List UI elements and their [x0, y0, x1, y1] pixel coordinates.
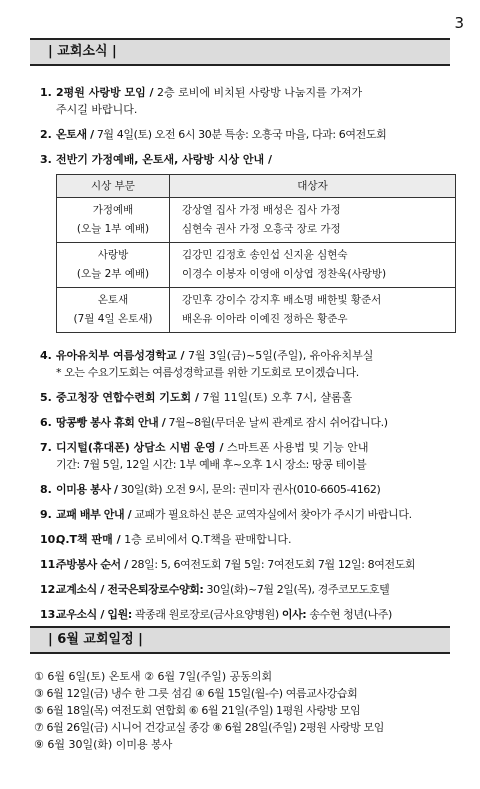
- table-row: [57, 288, 456, 333]
- item-heading: 땅콩빵 봉사 휴회 안내 /: [56, 416, 166, 429]
- schedule-line: ① 6월 6일(토) 온토새 ② 6월 7일(주일) 공동의회: [34, 670, 273, 683]
- item-number: 11.: [40, 558, 60, 571]
- recipients-line: 배온유 이아라 이예진 정하은 황준우: [182, 313, 348, 325]
- category-name: 가정예배: [92, 204, 134, 216]
- news-list: [40, 84, 470, 631]
- news-item: [40, 581, 470, 598]
- item-text: 30일(화) 오전 9시, 문의: 권미자 권사(010-6605-4162): [117, 483, 381, 496]
- item-heading: 전반기 가정예배, 온토새, 사랑방 시상 안내 /: [56, 153, 272, 166]
- schedule-line: ⑦ 6월 26일(금) 시니어 건강교실 종강 ⑧ 6월 28일(주일) 2평원 사랑방 모임: [34, 721, 384, 734]
- category-note: (오늘 2부 예배): [76, 268, 150, 280]
- item-number: 9.: [40, 508, 52, 521]
- award-table: [56, 174, 456, 333]
- item-heading: Q.T책 판매 /: [56, 533, 121, 546]
- news-item: [40, 347, 470, 381]
- news-item: [40, 606, 470, 623]
- item-number: 5.: [40, 391, 52, 404]
- item-text-line2: 주시길 바랍니다.: [56, 103, 138, 116]
- item-number: 4.: [40, 349, 52, 362]
- news-item: [40, 506, 470, 523]
- section-title: | 6월 교회일정 |: [48, 632, 143, 647]
- item-text: 2층 로비에 비치된 사랑방 나눔지를 가져가: [153, 86, 363, 99]
- news-item: [40, 126, 470, 143]
- item-heading: 교우소식 / 입원:: [56, 608, 132, 621]
- section-title: | 교회소식 |: [48, 44, 117, 59]
- item-heading: 중고청장 연합수련회 기도회 /: [56, 391, 200, 404]
- table-row: [57, 243, 456, 288]
- schedule-line: ⑤ 6월 18일(목) 여전도회 연합회 ⑥ 6월 21일(주일) 1평원 사랑방 모임: [34, 704, 361, 717]
- recipients-line: 강상열 집사 가정 배성은 집사 가정: [182, 204, 341, 216]
- item-heading: 교계소식 / 전국은퇴장로수양회:: [56, 583, 204, 596]
- item-text-line2: * 오는 수요기도회는 여름성경학교를 위한 기도회로 모이겠습니다.: [56, 366, 359, 379]
- item-heading: 이미용 봉사 /: [56, 483, 118, 496]
- item-heading: 유아유치부 여름성경학교 /: [56, 349, 185, 362]
- item-heading: 온토새 /: [56, 128, 94, 141]
- item-heading-2: 이사:: [281, 608, 307, 621]
- item-number: 2.: [40, 128, 52, 141]
- news-item: [40, 414, 470, 431]
- item-heading: 교패 배부 안내 /: [56, 508, 132, 521]
- schedule-line: ⑨ 6월 30일(화) 이미용 봉사: [34, 738, 173, 751]
- news-item: [40, 531, 470, 548]
- schedule-line: ③ 6월 12일(금) 냉수 한 그릇 섬김 ④ 6월 15일(월-수) 여름교사강습회: [34, 687, 358, 700]
- item-text: 7월 11일(토) 오후 7시, 샬롬홀: [199, 391, 353, 404]
- item-text-2: 송수현 청년(나주): [306, 608, 392, 621]
- section-header-schedule: [30, 626, 450, 654]
- table-header-category: 시상 부문: [57, 175, 170, 198]
- item-text: 28일: 5, 6여전도회 7월 5일: 7여전도회 7월 12일: 8여전도회: [127, 558, 416, 571]
- item-number: 13.: [40, 608, 60, 621]
- category-note: (오늘 1부 예배): [76, 223, 150, 235]
- item-text-line2: 기간: 7월 5일, 12일 시간: 1부 예배 후~오후 1시 장소: 땅콩 테이블: [56, 458, 367, 471]
- table-header-recipients: 대상자: [170, 175, 456, 198]
- item-number: 6.: [40, 416, 52, 429]
- news-item: [40, 389, 470, 406]
- recipients-line: 심현숙 권사 가정 오흥국 장로 가정: [182, 223, 341, 235]
- item-heading: 디지털(휴대폰) 상담소 시범 운영 /: [56, 441, 224, 454]
- item-number: 12.: [40, 583, 60, 596]
- item-text: 7월 3일(금)~5일(주일), 유아유치부실: [184, 349, 374, 362]
- item-heading: 2평원 사랑방 모임 /: [56, 86, 154, 99]
- recipients-line: 이경수 이봉자 이영애 이상엽 정찬욱(사랑방): [182, 268, 387, 280]
- item-text: 7월~8월(무더운 날씨 관계로 잠시 쉬어갑니다.): [165, 416, 388, 429]
- item-text: 교패가 필요하신 분은 교역자실에서 찾아가 주시기 바랍니다.: [131, 508, 412, 521]
- news-item: [40, 151, 470, 339]
- page-number: 3: [454, 14, 464, 32]
- news-item: [40, 481, 470, 498]
- item-text: 스마트폰 사용법 및 기능 안내: [223, 441, 369, 454]
- schedule-list: [34, 668, 474, 753]
- category-name: 온토새: [97, 294, 129, 306]
- category-name: 사랑방: [97, 249, 129, 261]
- news-item: [40, 84, 470, 118]
- news-item: [40, 439, 470, 473]
- news-item: [40, 556, 470, 573]
- recipients-line: 강민후 강이수 강지후 배소명 배한빛 황준서: [182, 294, 382, 306]
- item-heading: 주방봉사 순서 /: [56, 558, 128, 571]
- table-row: [57, 198, 456, 243]
- item-number: 1.: [40, 86, 52, 99]
- item-text: 7월 4일(토) 오전 6시 30분 특송: 오흥국 마을, 다과: 6여전도회: [93, 128, 387, 141]
- item-text: 30일(화)~7월 2일(목), 경주코모도호텔: [203, 583, 390, 596]
- item-text: 1층 로비에서 Q.T책을 판매합니다.: [120, 533, 292, 546]
- item-number: 8.: [40, 483, 52, 496]
- item-number: 3.: [40, 153, 52, 166]
- item-number: 7.: [40, 441, 52, 454]
- item-text: 곽종래 원로장로(금사요양병원): [131, 608, 282, 621]
- item-number: 10.: [40, 533, 60, 546]
- recipients-line: 김강민 김정호 송인섭 신지윤 심현숙: [182, 249, 348, 261]
- category-note: (7월 4일 온토새): [73, 313, 153, 325]
- section-header-church-news: [30, 38, 450, 66]
